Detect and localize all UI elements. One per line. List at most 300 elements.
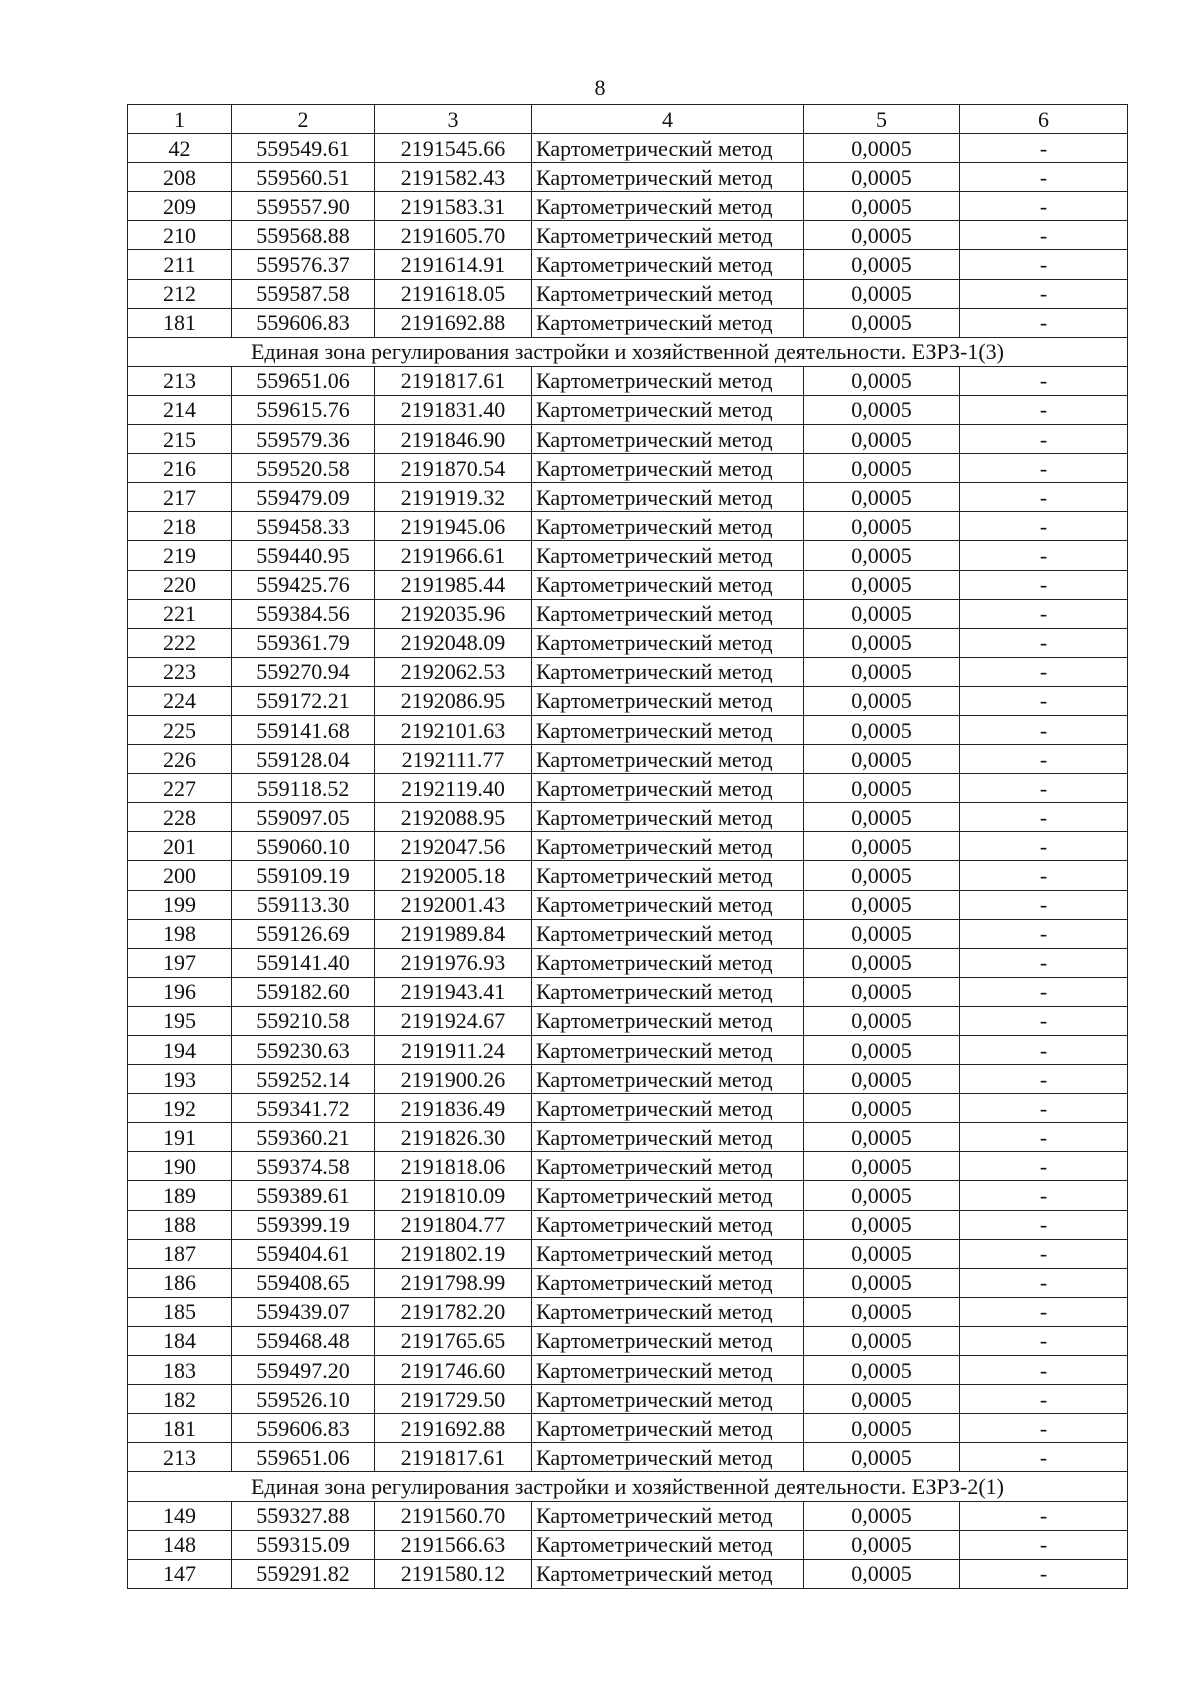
method-cell: Картометрический метод bbox=[532, 1501, 804, 1530]
point-number-cell: 184 bbox=[128, 1326, 232, 1355]
accuracy-cell: 0,0005 bbox=[804, 1414, 960, 1443]
table-row bbox=[128, 1152, 1128, 1181]
accuracy-cell: 0,0005 bbox=[804, 1210, 960, 1239]
y-coordinate-cell: 2191746.60 bbox=[375, 1356, 532, 1385]
point-number-cell: 193 bbox=[128, 1065, 232, 1094]
column-number-row bbox=[128, 105, 1128, 134]
table-row bbox=[128, 308, 1128, 337]
point-number-cell: 147 bbox=[128, 1559, 232, 1588]
y-coordinate-cell: 2192062.53 bbox=[375, 657, 532, 686]
y-coordinate-cell: 2191900.26 bbox=[375, 1065, 532, 1094]
y-coordinate-cell: 2191580.12 bbox=[375, 1559, 532, 1588]
description-cell: - bbox=[960, 1326, 1128, 1355]
x-coordinate-cell: 559497.20 bbox=[232, 1356, 375, 1385]
x-coordinate-cell: 559097.05 bbox=[232, 803, 375, 832]
accuracy-cell: 0,0005 bbox=[804, 134, 960, 163]
accuracy-cell: 0,0005 bbox=[804, 1559, 960, 1588]
y-coordinate-cell: 2191560.70 bbox=[375, 1501, 532, 1530]
description-cell: - bbox=[960, 192, 1128, 221]
page-number: 8 bbox=[594, 75, 606, 100]
method-cell: Картометрический метод bbox=[532, 919, 804, 948]
method-cell: Картометрический метод bbox=[532, 163, 804, 192]
description-cell: - bbox=[960, 1065, 1128, 1094]
x-coordinate-cell: 559210.58 bbox=[232, 1006, 375, 1035]
accuracy-cell: 0,0005 bbox=[804, 1530, 960, 1559]
method-cell: Картометрический метод bbox=[532, 628, 804, 657]
table-row bbox=[128, 1356, 1128, 1385]
y-coordinate-cell: 2191804.77 bbox=[375, 1210, 532, 1239]
section-title: Единая зона регулирования застройки и хозяйственной деятельности. ЕЗРЗ-1(3) bbox=[128, 337, 1128, 366]
x-coordinate-cell: 559270.94 bbox=[232, 657, 375, 686]
description-cell: - bbox=[960, 774, 1128, 803]
method-cell: Картометрический метод bbox=[532, 1530, 804, 1559]
table-row bbox=[128, 745, 1128, 774]
description-cell: - bbox=[960, 366, 1128, 395]
x-coordinate-cell: 559439.07 bbox=[232, 1297, 375, 1326]
point-number-cell: 187 bbox=[128, 1239, 232, 1268]
y-coordinate-cell: 2191943.41 bbox=[375, 977, 532, 1006]
accuracy-cell: 0,0005 bbox=[804, 1239, 960, 1268]
accuracy-cell: 0,0005 bbox=[804, 1326, 960, 1355]
section-title-row bbox=[128, 1472, 1128, 1501]
y-coordinate-cell: 2191989.84 bbox=[375, 919, 532, 948]
description-cell: - bbox=[960, 1356, 1128, 1385]
method-cell: Картометрический метод bbox=[532, 657, 804, 686]
x-coordinate-cell: 559374.58 bbox=[232, 1152, 375, 1181]
method-cell: Картометрический метод bbox=[532, 948, 804, 977]
description-cell: - bbox=[960, 715, 1128, 744]
x-coordinate-cell: 559230.63 bbox=[232, 1036, 375, 1065]
method-cell: Картометрический метод bbox=[532, 454, 804, 483]
point-number-cell: 186 bbox=[128, 1268, 232, 1297]
table-row bbox=[128, 1094, 1128, 1123]
x-coordinate-cell: 559458.33 bbox=[232, 512, 375, 541]
method-cell: Картометрический метод bbox=[532, 715, 804, 744]
accuracy-cell: 0,0005 bbox=[804, 599, 960, 628]
x-coordinate-cell: 559568.88 bbox=[232, 221, 375, 250]
method-cell: Картометрический метод bbox=[532, 570, 804, 599]
point-number-cell: 221 bbox=[128, 599, 232, 628]
y-coordinate-cell: 2191605.70 bbox=[375, 221, 532, 250]
x-coordinate-cell: 559468.48 bbox=[232, 1326, 375, 1355]
description-cell: - bbox=[960, 483, 1128, 512]
point-number-cell: 209 bbox=[128, 192, 232, 221]
table-row bbox=[128, 250, 1128, 279]
x-coordinate-cell: 559399.19 bbox=[232, 1210, 375, 1239]
description-cell: - bbox=[960, 1036, 1128, 1065]
x-coordinate-cell: 559315.09 bbox=[232, 1530, 375, 1559]
table-row bbox=[128, 977, 1128, 1006]
method-cell: Картометрический метод bbox=[532, 686, 804, 715]
method-cell: Картометрический метод bbox=[532, 1297, 804, 1326]
accuracy-cell: 0,0005 bbox=[804, 745, 960, 774]
method-cell: Картометрический метод bbox=[532, 1065, 804, 1094]
point-number-cell: 191 bbox=[128, 1123, 232, 1152]
description-cell: - bbox=[960, 1094, 1128, 1123]
section-title-row bbox=[128, 337, 1128, 366]
y-coordinate-cell: 2191836.49 bbox=[375, 1094, 532, 1123]
y-coordinate-cell: 2191826.30 bbox=[375, 1123, 532, 1152]
method-cell: Картометрический метод bbox=[532, 279, 804, 308]
x-coordinate-cell: 559361.79 bbox=[232, 628, 375, 657]
point-number-cell: 213 bbox=[128, 366, 232, 395]
column-number-cell: 5 bbox=[804, 105, 960, 134]
accuracy-cell: 0,0005 bbox=[804, 1268, 960, 1297]
point-number-cell: 149 bbox=[128, 1501, 232, 1530]
description-cell: - bbox=[960, 454, 1128, 483]
method-cell: Картометрический метод bbox=[532, 425, 804, 454]
point-number-cell: 197 bbox=[128, 948, 232, 977]
description-cell: - bbox=[960, 1443, 1128, 1472]
point-number-cell: 215 bbox=[128, 425, 232, 454]
point-number-cell: 220 bbox=[128, 570, 232, 599]
point-number-cell: 148 bbox=[128, 1530, 232, 1559]
accuracy-cell: 0,0005 bbox=[804, 366, 960, 395]
table-row bbox=[128, 395, 1128, 424]
column-number-cell: 1 bbox=[128, 105, 232, 134]
accuracy-cell: 0,0005 bbox=[804, 308, 960, 337]
y-coordinate-cell: 2191818.06 bbox=[375, 1152, 532, 1181]
description-cell: - bbox=[960, 1385, 1128, 1414]
description-cell: - bbox=[960, 745, 1128, 774]
table-row bbox=[128, 1181, 1128, 1210]
accuracy-cell: 0,0005 bbox=[804, 1181, 960, 1210]
point-number-cell: 212 bbox=[128, 279, 232, 308]
coordinates-table bbox=[127, 104, 1128, 1589]
y-coordinate-cell: 2192101.63 bbox=[375, 715, 532, 744]
x-coordinate-cell: 559291.82 bbox=[232, 1559, 375, 1588]
point-number-cell: 198 bbox=[128, 919, 232, 948]
point-number-cell: 200 bbox=[128, 861, 232, 890]
accuracy-cell: 0,0005 bbox=[804, 977, 960, 1006]
x-coordinate-cell: 559579.36 bbox=[232, 425, 375, 454]
table-row bbox=[128, 425, 1128, 454]
table-row bbox=[128, 599, 1128, 628]
x-coordinate-cell: 559425.76 bbox=[232, 570, 375, 599]
y-coordinate-cell: 2191985.44 bbox=[375, 570, 532, 599]
description-cell: - bbox=[960, 948, 1128, 977]
method-cell: Картометрический метод bbox=[532, 308, 804, 337]
y-coordinate-cell: 2191924.67 bbox=[375, 1006, 532, 1035]
description-cell: - bbox=[960, 395, 1128, 424]
x-coordinate-cell: 559651.06 bbox=[232, 1443, 375, 1472]
y-coordinate-cell: 2191870.54 bbox=[375, 454, 532, 483]
description-cell: - bbox=[960, 221, 1128, 250]
method-cell: Картометрический метод bbox=[532, 1559, 804, 1588]
x-coordinate-cell: 559252.14 bbox=[232, 1065, 375, 1094]
x-coordinate-cell: 559606.83 bbox=[232, 308, 375, 337]
table-row bbox=[128, 134, 1128, 163]
point-number-cell: 224 bbox=[128, 686, 232, 715]
table-row bbox=[128, 570, 1128, 599]
y-coordinate-cell: 2191692.88 bbox=[375, 308, 532, 337]
y-coordinate-cell: 2191583.31 bbox=[375, 192, 532, 221]
method-cell: Картометрический метод bbox=[532, 1210, 804, 1239]
description-cell: - bbox=[960, 1268, 1128, 1297]
point-number-cell: 195 bbox=[128, 1006, 232, 1035]
x-coordinate-cell: 559520.58 bbox=[232, 454, 375, 483]
point-number-cell: 42 bbox=[128, 134, 232, 163]
column-number-cell: 2 bbox=[232, 105, 375, 134]
description-cell: - bbox=[960, 919, 1128, 948]
accuracy-cell: 0,0005 bbox=[804, 192, 960, 221]
description-cell: - bbox=[960, 1006, 1128, 1035]
y-coordinate-cell: 2191566.63 bbox=[375, 1530, 532, 1559]
x-coordinate-cell: 559327.88 bbox=[232, 1501, 375, 1530]
point-number-cell: 181 bbox=[128, 1414, 232, 1443]
description-cell: - bbox=[960, 890, 1128, 919]
y-coordinate-cell: 2191817.61 bbox=[375, 1443, 532, 1472]
table-row bbox=[128, 541, 1128, 570]
table-row bbox=[128, 163, 1128, 192]
description-cell: - bbox=[960, 628, 1128, 657]
accuracy-cell: 0,0005 bbox=[804, 890, 960, 919]
y-coordinate-cell: 2191545.66 bbox=[375, 134, 532, 163]
point-number-cell: 196 bbox=[128, 977, 232, 1006]
y-coordinate-cell: 2191614.91 bbox=[375, 250, 532, 279]
method-cell: Картометрический метод bbox=[532, 483, 804, 512]
table-row bbox=[128, 1326, 1128, 1355]
accuracy-cell: 0,0005 bbox=[804, 1297, 960, 1326]
method-cell: Картометрический метод bbox=[532, 1036, 804, 1065]
method-cell: Картометрический метод bbox=[532, 1326, 804, 1355]
method-cell: Картометрический метод bbox=[532, 861, 804, 890]
description-cell: - bbox=[960, 803, 1128, 832]
table-row bbox=[128, 1065, 1128, 1094]
description-cell: - bbox=[960, 1152, 1128, 1181]
method-cell: Картометрический метод bbox=[532, 803, 804, 832]
description-cell: - bbox=[960, 541, 1128, 570]
method-cell: Картометрический метод bbox=[532, 1094, 804, 1123]
y-coordinate-cell: 2192035.96 bbox=[375, 599, 532, 628]
description-cell: - bbox=[960, 1501, 1128, 1530]
table-row bbox=[128, 1414, 1128, 1443]
accuracy-cell: 0,0005 bbox=[804, 1443, 960, 1472]
x-coordinate-cell: 559479.09 bbox=[232, 483, 375, 512]
point-number-cell: 194 bbox=[128, 1036, 232, 1065]
description-cell: - bbox=[960, 1181, 1128, 1210]
column-number-cell: 4 bbox=[532, 105, 804, 134]
method-cell: Картометрический метод bbox=[532, 1006, 804, 1035]
y-coordinate-cell: 2191729.50 bbox=[375, 1385, 532, 1414]
method-cell: Картометрический метод bbox=[532, 1414, 804, 1443]
x-coordinate-cell: 559341.72 bbox=[232, 1094, 375, 1123]
method-cell: Картометрический метод bbox=[532, 832, 804, 861]
x-coordinate-cell: 559126.69 bbox=[232, 919, 375, 948]
description-cell: - bbox=[960, 977, 1128, 1006]
x-coordinate-cell: 559113.30 bbox=[232, 890, 375, 919]
accuracy-cell: 0,0005 bbox=[804, 454, 960, 483]
table-body bbox=[128, 105, 1128, 1589]
x-coordinate-cell: 559360.21 bbox=[232, 1123, 375, 1152]
y-coordinate-cell: 2191966.61 bbox=[375, 541, 532, 570]
point-number-cell: 222 bbox=[128, 628, 232, 657]
method-cell: Картометрический метод bbox=[532, 1443, 804, 1472]
table-row bbox=[128, 192, 1128, 221]
x-coordinate-cell: 559557.90 bbox=[232, 192, 375, 221]
table-row bbox=[128, 1123, 1128, 1152]
method-cell: Картометрический метод bbox=[532, 541, 804, 570]
y-coordinate-cell: 2192047.56 bbox=[375, 832, 532, 861]
accuracy-cell: 0,0005 bbox=[804, 570, 960, 599]
accuracy-cell: 0,0005 bbox=[804, 163, 960, 192]
method-cell: Картометрический метод bbox=[532, 395, 804, 424]
accuracy-cell: 0,0005 bbox=[804, 919, 960, 948]
table-row bbox=[128, 1210, 1128, 1239]
accuracy-cell: 0,0005 bbox=[804, 1356, 960, 1385]
table-row bbox=[128, 1006, 1128, 1035]
x-coordinate-cell: 559384.56 bbox=[232, 599, 375, 628]
table-row bbox=[128, 1530, 1128, 1559]
method-cell: Картометрический метод bbox=[532, 1385, 804, 1414]
description-cell: - bbox=[960, 1210, 1128, 1239]
method-cell: Картометрический метод bbox=[532, 366, 804, 395]
point-number-cell: 183 bbox=[128, 1356, 232, 1385]
point-number-cell: 216 bbox=[128, 454, 232, 483]
description-cell: - bbox=[960, 308, 1128, 337]
y-coordinate-cell: 2191618.05 bbox=[375, 279, 532, 308]
method-cell: Картометрический метод bbox=[532, 1152, 804, 1181]
accuracy-cell: 0,0005 bbox=[804, 1065, 960, 1094]
description-cell: - bbox=[960, 163, 1128, 192]
y-coordinate-cell: 2191692.88 bbox=[375, 1414, 532, 1443]
accuracy-cell: 0,0005 bbox=[804, 250, 960, 279]
point-number-cell: 213 bbox=[128, 1443, 232, 1472]
point-number-cell: 210 bbox=[128, 221, 232, 250]
y-coordinate-cell: 2192119.40 bbox=[375, 774, 532, 803]
x-coordinate-cell: 559408.65 bbox=[232, 1268, 375, 1297]
accuracy-cell: 0,0005 bbox=[804, 1152, 960, 1181]
accuracy-cell: 0,0005 bbox=[804, 1094, 960, 1123]
table-row bbox=[128, 832, 1128, 861]
accuracy-cell: 0,0005 bbox=[804, 715, 960, 744]
y-coordinate-cell: 2191582.43 bbox=[375, 163, 532, 192]
method-cell: Картометрический метод bbox=[532, 1356, 804, 1385]
accuracy-cell: 0,0005 bbox=[804, 861, 960, 890]
description-cell: - bbox=[960, 1530, 1128, 1559]
table-row bbox=[128, 803, 1128, 832]
x-coordinate-cell: 559587.58 bbox=[232, 279, 375, 308]
description-cell: - bbox=[960, 1414, 1128, 1443]
table-row bbox=[128, 1239, 1128, 1268]
x-coordinate-cell: 559576.37 bbox=[232, 250, 375, 279]
x-coordinate-cell: 559606.83 bbox=[232, 1414, 375, 1443]
y-coordinate-cell: 2191810.09 bbox=[375, 1181, 532, 1210]
description-cell: - bbox=[960, 250, 1128, 279]
y-coordinate-cell: 2191798.99 bbox=[375, 1268, 532, 1297]
accuracy-cell: 0,0005 bbox=[804, 279, 960, 308]
table-row bbox=[128, 483, 1128, 512]
table-row bbox=[128, 512, 1128, 541]
accuracy-cell: 0,0005 bbox=[804, 1123, 960, 1152]
point-number-cell: 190 bbox=[128, 1152, 232, 1181]
method-cell: Картометрический метод bbox=[532, 192, 804, 221]
accuracy-cell: 0,0005 bbox=[804, 512, 960, 541]
section-title: Единая зона регулирования застройки и хозяйственной деятельности. ЕЗРЗ-2(1) bbox=[128, 1472, 1128, 1501]
description-cell: - bbox=[960, 279, 1128, 308]
point-number-cell: 227 bbox=[128, 774, 232, 803]
x-coordinate-cell: 559404.61 bbox=[232, 1239, 375, 1268]
x-coordinate-cell: 559389.61 bbox=[232, 1181, 375, 1210]
x-coordinate-cell: 559141.40 bbox=[232, 948, 375, 977]
accuracy-cell: 0,0005 bbox=[804, 832, 960, 861]
point-number-cell: 208 bbox=[128, 163, 232, 192]
table-row bbox=[128, 1268, 1128, 1297]
accuracy-cell: 0,0005 bbox=[804, 628, 960, 657]
y-coordinate-cell: 2191831.40 bbox=[375, 395, 532, 424]
point-number-cell: 181 bbox=[128, 308, 232, 337]
accuracy-cell: 0,0005 bbox=[804, 425, 960, 454]
table-row bbox=[128, 1443, 1128, 1472]
point-number-cell: 219 bbox=[128, 541, 232, 570]
table-row bbox=[128, 890, 1128, 919]
y-coordinate-cell: 2191846.90 bbox=[375, 425, 532, 454]
x-coordinate-cell: 559118.52 bbox=[232, 774, 375, 803]
accuracy-cell: 0,0005 bbox=[804, 1006, 960, 1035]
x-coordinate-cell: 559560.51 bbox=[232, 163, 375, 192]
column-number-cell: 3 bbox=[375, 105, 532, 134]
method-cell: Картометрический метод bbox=[532, 221, 804, 250]
y-coordinate-cell: 2192086.95 bbox=[375, 686, 532, 715]
column-number-cell: 6 bbox=[960, 105, 1128, 134]
table-row bbox=[128, 657, 1128, 686]
accuracy-cell: 0,0005 bbox=[804, 657, 960, 686]
table-row bbox=[128, 454, 1128, 483]
y-coordinate-cell: 2192005.18 bbox=[375, 861, 532, 890]
method-cell: Картометрический метод bbox=[532, 599, 804, 628]
accuracy-cell: 0,0005 bbox=[804, 483, 960, 512]
point-number-cell: 217 bbox=[128, 483, 232, 512]
y-coordinate-cell: 2191919.32 bbox=[375, 483, 532, 512]
y-coordinate-cell: 2191782.20 bbox=[375, 1297, 532, 1326]
y-coordinate-cell: 2191976.93 bbox=[375, 948, 532, 977]
table-row bbox=[128, 715, 1128, 744]
point-number-cell: 189 bbox=[128, 1181, 232, 1210]
x-coordinate-cell: 559182.60 bbox=[232, 977, 375, 1006]
description-cell: - bbox=[960, 1559, 1128, 1588]
accuracy-cell: 0,0005 bbox=[804, 774, 960, 803]
accuracy-cell: 0,0005 bbox=[804, 541, 960, 570]
description-cell: - bbox=[960, 425, 1128, 454]
x-coordinate-cell: 559615.76 bbox=[232, 395, 375, 424]
point-number-cell: 211 bbox=[128, 250, 232, 279]
table-row bbox=[128, 1559, 1128, 1588]
point-number-cell: 223 bbox=[128, 657, 232, 686]
description-cell: - bbox=[960, 1239, 1128, 1268]
table-row bbox=[128, 366, 1128, 395]
accuracy-cell: 0,0005 bbox=[804, 1385, 960, 1414]
description-cell: - bbox=[960, 1123, 1128, 1152]
point-number-cell: 182 bbox=[128, 1385, 232, 1414]
method-cell: Картометрический метод bbox=[532, 890, 804, 919]
table-row bbox=[128, 1501, 1128, 1530]
point-number-cell: 185 bbox=[128, 1297, 232, 1326]
point-number-cell: 199 bbox=[128, 890, 232, 919]
accuracy-cell: 0,0005 bbox=[804, 221, 960, 250]
table-row bbox=[128, 774, 1128, 803]
accuracy-cell: 0,0005 bbox=[804, 1501, 960, 1530]
description-cell: - bbox=[960, 570, 1128, 599]
x-coordinate-cell: 559172.21 bbox=[232, 686, 375, 715]
y-coordinate-cell: 2192111.77 bbox=[375, 745, 532, 774]
point-number-cell: 225 bbox=[128, 715, 232, 744]
table-row bbox=[128, 1297, 1128, 1326]
table-row bbox=[128, 221, 1128, 250]
description-cell: - bbox=[960, 657, 1128, 686]
method-cell: Картометрический метод bbox=[532, 745, 804, 774]
accuracy-cell: 0,0005 bbox=[804, 948, 960, 977]
point-number-cell: 188 bbox=[128, 1210, 232, 1239]
